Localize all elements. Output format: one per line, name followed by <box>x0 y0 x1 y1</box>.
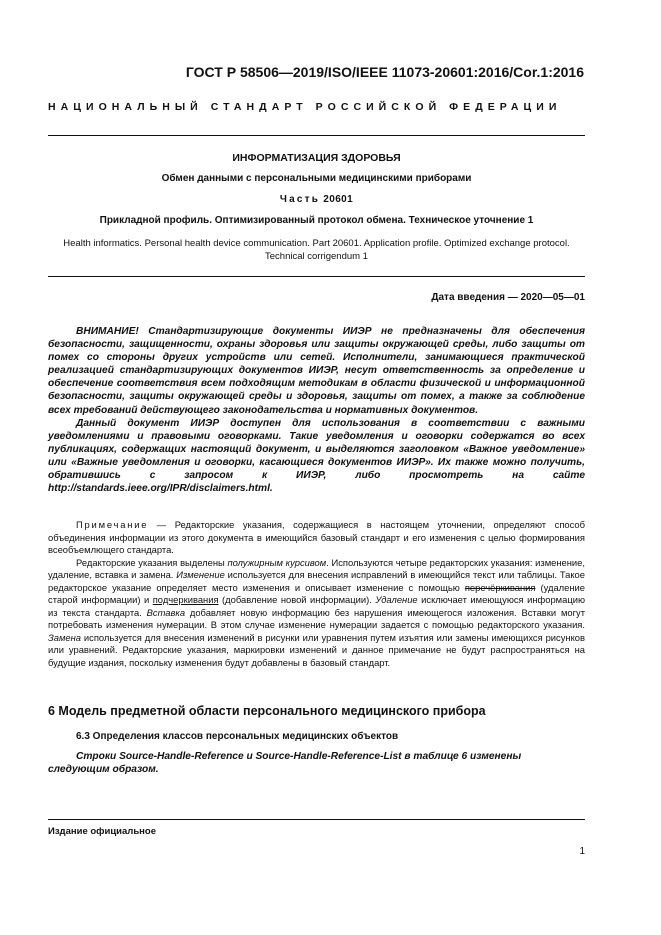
document-subtitle: Обмен данными с персональными медицинскими приборами <box>161 173 472 184</box>
english-title <box>48 238 585 263</box>
editorial-text: Редакторские указания выделены <box>76 556 228 568</box>
editorial-term-insert: Вставка <box>146 606 186 618</box>
editorial-term-change: Изменение <box>176 569 225 580</box>
warning-paragraph-2: Данный документ ИИЭР доступен для использования в соответствии с важными уведомлениями и правовыми оговорками. Такие уведомления и оговорки содержатся во всех публикациях, содержащих настоящий документ, и выделяются заголовком «Важное уведомление» или «Важные уведомления и оговорки, касающиеся документов ИИЭР». Их также можно получить, обратившись с запросом к ИИЭР, либо просмотреть на сайте http://standards.ieee.org/IPR/disclaimers.html. <box>48 417 585 495</box>
edition-label: Издание официальное <box>48 826 156 837</box>
underline-example: подчеркивания <box>152 594 219 605</box>
section-6-heading: 6 Модель предметной области персонального медицинского прибора <box>48 704 486 718</box>
page-number: 1 <box>579 846 585 857</box>
english-title-line-2: Technical corrigendum 1 <box>265 250 368 262</box>
part-line <box>48 194 585 205</box>
note-text: — Редакторские указания, содержащиеся в настоящем уточнении, определяют способ объединения информации из этого документа в имеющийся базовый стандарт и его изменения с целью формирования всеобъемлющего стандарта. <box>48 519 585 555</box>
english-title-line-1: Health informatics. Personal health device communication. Part 20601. Application profile. Optimized exchange protocol. <box>63 238 570 249</box>
editorial-text: используется для внесения исправлений в имеющийся текст или таблицы. Такое редакторское указание определяет место изменения и описывает изменение с помощью <box>48 569 585 593</box>
instruction-text: Строки Source-Handle-Reference и Source-Handle-Reference-List в таблице 6 изменены следующим образом. <box>48 751 522 775</box>
part-number: 20601 <box>323 194 354 205</box>
editorial-text: исключает имеющуюся информацию из текста стандарта. <box>48 594 585 618</box>
section-6-3-heading: 6.3 Определения классов персональных медицинских объектов <box>76 731 399 742</box>
top-rule <box>48 135 585 136</box>
editorial-term-replace: Замена <box>48 631 81 643</box>
document-title: ИНФОРМАТИЗАЦИЯ ЗДОРОВЬЯ <box>232 152 401 164</box>
editorial-text: . Используются четыре редакторских указания: изменение, удаление, вставка и замена. <box>48 556 585 580</box>
editorial-text: (удаление старой информации) и <box>48 581 585 605</box>
profile-title: Прикладной профиль. Оптимизированный протокол обмена. Техническое уточнение 1 <box>99 215 534 226</box>
editorial-term-delete: Удаление <box>375 594 418 605</box>
warning-paragraph-1: ВНИМАНИЕ! Стандартизирующие документы ИИЭР не предназначены для обеспечения безопасности, защищенности, охраны здоровья или защиты окружающей среды, либо защиты от помех со стороны других устройств или сетей. Исполнители, занимающиеся практической реализацией стандартизирующих документов ИИЭР, несут ответственность за определение и обеспечение соответствия всем подходящим методикам в области физической и информационной безопасности, защиты окружающей среды и здоровья, защиты от помех, а также за соблюдение всех требований действующего законодательства и нормативных документов. <box>48 326 585 416</box>
editorial-text: используется для внесения изменений в рисунки или уравнения путем изъятия или замены имеющихся рисунков или уравнений. Редакторские указания, маркировки изменений и данное примечание не будут распространяться на будущие издания, поскольку изменения будут добавлены в базовый стандарт. <box>48 631 585 668</box>
effective-date: Дата введения — 2020—05—01 <box>431 292 585 303</box>
note-block <box>48 519 585 669</box>
editorial-paragraph <box>48 557 585 670</box>
footer-rule <box>48 819 585 820</box>
note-paragraph <box>48 519 585 557</box>
editorial-text: добавляет новую информацию без нарушения имеющегося изложения. Вставки могут потребовать изменения нумерации. В этом случае изменение нумерации задается с помощью редакторского указания. <box>48 606 585 630</box>
standard-number: ГОСТ Р 58506—2019/ISO/IEEE 11073-20601:2016/Cor.1:2016 <box>185 64 584 80</box>
national-standard-heading: НАЦИОНАЛЬНЫЙ СТАНДАРТ РОССИЙСКОЙ ФЕДЕРАЦИИ <box>48 101 562 113</box>
title-bottom-rule <box>48 276 585 277</box>
note-label: Примечание <box>76 519 149 530</box>
strikethrough-example: перечёркивания <box>464 581 536 593</box>
section-6-3-instruction <box>48 750 585 776</box>
part-label: Часть <box>279 194 321 205</box>
editorial-text: (добавление новой информации). <box>218 594 376 605</box>
editorial-emphasis: полужирным курсивом <box>227 556 327 568</box>
warning-block <box>48 325 585 495</box>
